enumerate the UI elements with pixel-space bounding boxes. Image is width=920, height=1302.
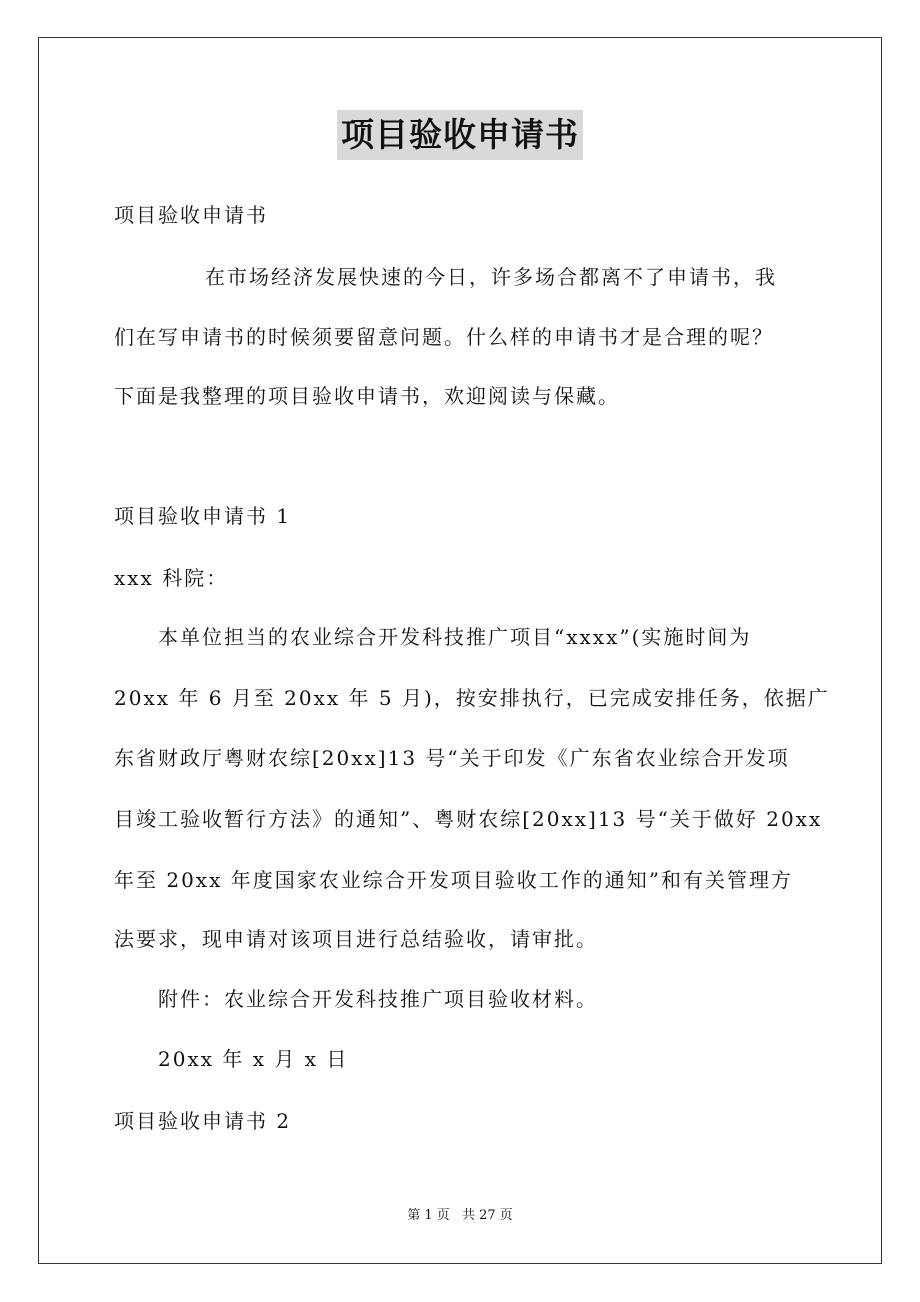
page-total: 共 27 页: [461, 1208, 513, 1223]
document-title: 项目验收申请书: [337, 110, 583, 160]
body-line-5: 年至 20xx 年度国家农业综合开发项目验收工作的通知”和有关管理方: [114, 868, 793, 892]
intro-line-1: 在市场经济发展快速的今日，许多场合都离不了申请书，我: [205, 265, 777, 289]
title-container: [0, 110, 920, 160]
section2-heading: 项目验收申请书 2: [114, 1109, 292, 1133]
body-line-4: 目竣工验收暂行方法》的通知”、粤财农综[20xx]13 号“关于做好 20xx: [114, 807, 823, 831]
page-footer: [0, 1206, 920, 1226]
body-line-6: 法要求，现申请对该项目进行总结验收，请审批。: [114, 927, 598, 951]
page-number: 第 1 页: [407, 1208, 450, 1223]
intro-line-2: 们在写申请书的时候须要留意问题。什么样的申请书才是合理的呢？: [114, 325, 774, 349]
body-line-2: 20xx 年 6 月至 20xx 年 5 月)，按安排执行，已完成安排任务，依据广: [114, 686, 830, 710]
body-line-1: 本单位担当的农业综合开发科技推广项目“xxxx”(实施时间为: [158, 625, 752, 649]
salutation: xxx 科院：: [114, 566, 229, 590]
intro-line-3: 下面是我整理的项目验收申请书，欢迎阅读与保藏。: [114, 384, 620, 408]
subtitle: 项目验收申请书: [114, 203, 268, 227]
attachment-note: 附件：农业综合开发科技推广项目验收材料。: [158, 987, 598, 1011]
date-line: 20xx 年 x 月 x 日: [158, 1047, 349, 1071]
section1-heading: 项目验收申请书 1: [114, 504, 292, 528]
body-line-3: 东省财政厅粤财农综[20xx]13 号“关于印发《广东省农业综合开发项: [114, 746, 790, 770]
